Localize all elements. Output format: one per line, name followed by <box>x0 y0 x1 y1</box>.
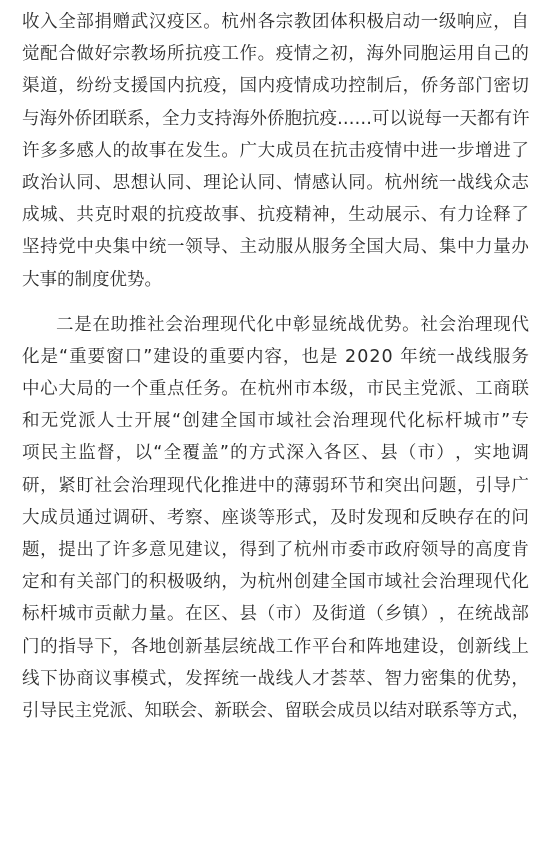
text-line: 定 和 有 关 部 门 的 积 极 吸 纳 ， 为 杭 州 创 建 全 国 市 域 社 会 治 理 现 代 化 <box>22 572 529 593</box>
text-line: 化 是 “ 重 要 窗 口 ” 建 设 的 重 要 内 容 ， 也 是 2 0 2 0 年 统 一 战 线 服 务 <box>22 346 529 367</box>
text-line: 许 多 多 感 人 的 故 事 在 发 生 。 广 大 成 员 在 抗 击 疫 情 中 进 一 步 增 进 了 <box>22 140 529 161</box>
text-line: 政 治 认 同 、 思 想 认 同 、 理 论 认 同 、 情 感 认 同 。 杭 州 统 一 战 线 众 志 <box>22 172 529 193</box>
text-line: 标 杆 城 市 贡 献 力 量 。 在 区 、 县 （ 市 ） 及 街 道 （ 乡 镇 ） ， 在 统 战 部 <box>22 604 529 625</box>
text-line: 中 心 大 局 的 一 个 重 点 任 务 。 在 杭 州 市 本 级 ， 市 民 主 党 派 、 工 商 联 <box>22 379 529 400</box>
paragraph-1 <box>22 6 529 296</box>
text-line: 觉 配 合 做 好 宗 教 场 所 抗 疫 工 作 。 疫 情 之 初 ， 海 外 同 胞 运 用 自 己 的 <box>22 44 529 65</box>
text-line: 大事的制度优势。 <box>22 269 162 290</box>
paragraph-gap <box>22 296 529 309</box>
text-line: 与 海 外 侨 团 联 系 ， 全 力 支 持 海 外 侨 胞 抗 疫 … … 可 以 说 每 一 天 都 有 许 <box>22 108 529 129</box>
text-line: 引导民主党派、知联会、新联会、留联会成员以结对联系等方式， <box>22 700 529 721</box>
text-line: 坚 持 党 中 央 集 中 统 一 领 导 、 主 动 服 从 服 务 全 国 大 局 、 集 中 力 量 办 <box>22 237 529 258</box>
text-line: 和 无 党 派 人 士 开 展 “ 创 建 全 国 市 域 社 会 治 理 现 代 化 标 杆 城 市 ” 专 <box>22 411 529 432</box>
text-line: 研 ， 紧 盯 社 会 治 理 现 代 化 推 进 中 的 薄 弱 环 节 和 突 出 问 题 ， 引 导 广 <box>22 475 529 496</box>
paragraph-2 <box>22 309 529 727</box>
text-line: 二 是 在 助 推 社 会 治 理 现 代 化 中 彰 显 统 战 优 势 。 社 会 治 理 现 代 <box>56 314 529 335</box>
text-line: 大 成 员 通 过 调 研 、 考 察 、 座 谈 等 形 式 ， 及 时 发 现 和 反 映 存 在 的 问 <box>22 507 529 528</box>
text-line: 渠 道 ， 纷 纷 支 援 国 内 抗 疫 ， 国 内 疫 情 成 功 控 制 后 ， 侨 务 部 门 密 切 <box>22 76 529 97</box>
text-line: 项 民 主 监 督 ， 以 “ 全 覆 盖 ” 的 方 式 深 入 各 区 、 县 （ 市 ） ， 实 地 调 <box>22 443 529 464</box>
text-line: 线 下 协 商 议 事 模 式 ， 发 挥 统 一 战 线 人 才 荟 萃 、 智 力 密 集 的 优 势 ， <box>22 668 529 689</box>
text-line: 成 城 、 共 克 时 艰 的 抗 疫 故 事 、 抗 疫 精 神 ， 生 动 展 示 、 有 力 诠 释 了 <box>22 205 529 226</box>
text-line: 收 入 全 部 捐 赠 武 汉 疫 区 。 杭 州 各 宗 教 团 体 积 极 启 动 一 级 响 应 ， 自 <box>22 12 529 32</box>
text-line: 门 的 指 导 下 ， 各 地 创 新 基 层 统 战 工 作 平 台 和 阵 地 建 设 ， 创 新 线 上 <box>22 636 529 657</box>
text-line: 题 ， 提 出 了 许 多 意 见 建 议 ， 得 到 了 杭 州 市 委 市 政 府 领 导 的 高 度 肯 <box>22 540 529 560</box>
